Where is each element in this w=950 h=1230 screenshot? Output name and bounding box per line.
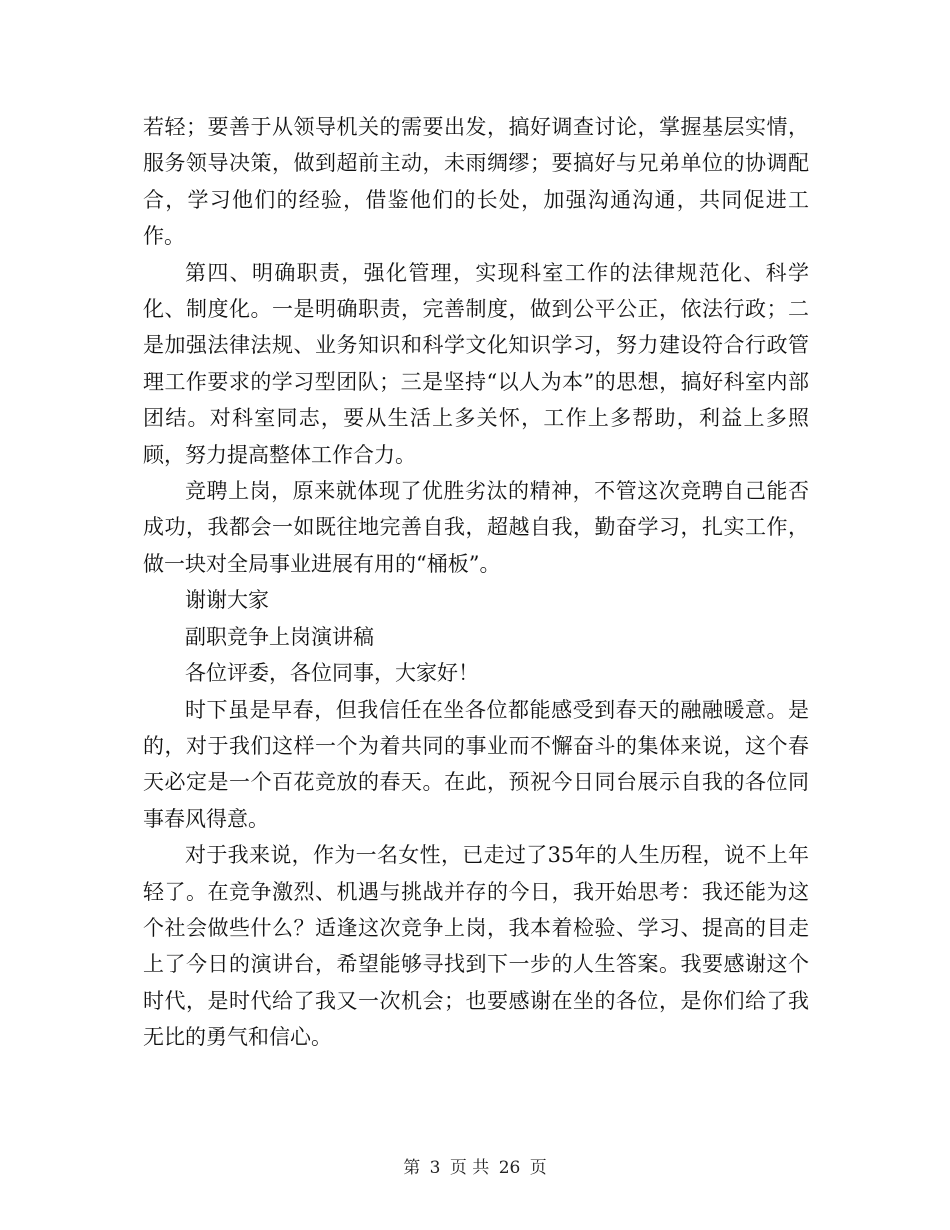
paragraph-1: 若轻；要善于从领导机关的需要出发，搞好调查讨论，掌握基层实情，服务领导决策，做到超前主动，未雨绸缪；要搞好与兄弟单位的协调配合，学习他们的经验，借鉴他们的长处，加强沟通沟通，共同促进工作。 (143, 115, 809, 249)
paragraph-2: 第四、明确职责，强化管理，实现科室工作的法律规范化、科学化、制度化。一是明确职责，完善制度，做到公平公正，依法行政；二是加强法律法规、业务知识和科学文化知识学习，努力建设符合行政管理工作要求的学习型团队；三是坚持“以人为本”的思想，搞好科室内部团结。对科室同志，要从生活上多关怀，工作上多帮助，利益上多照顾，努力提高整体工作合力。 (143, 260, 809, 467)
paragraph-6: 各位评委，各位同事，大家好！ (185, 661, 479, 686)
page-footer (0, 1153, 950, 1178)
paragraph-7: 时下虽是早春，但我信任在坐各位都能感受到春天的融融暖意。是的，对于我们这样一个为着共同的事业而不懈奋斗的集体来说，这个春天必定是一个百花竞放的春天。在此，预祝今日同台展示自我的各位同事春风得意。 (143, 697, 809, 831)
document-body (143, 109, 809, 1056)
paragraph-5: 副职竞争上岗演讲稿 (185, 624, 374, 649)
paragraph-3: 竞聘上岗，原来就体现了优胜劣汰的精神，不管这次竞聘自己能否成功，我都会一如既往地完善自我，超越自我，勤奋学习，扎实工作，做一块对全局事业进展有用的“桶板”。 (143, 479, 809, 576)
footer-prefix: 第 (403, 1158, 421, 1178)
footer-suffix: 页 (529, 1158, 547, 1178)
footer-middle: 页 共 (449, 1158, 490, 1178)
paragraph-8: 对于我来说，作为一名女性，已走过了35年的人生历程，说不上年轻了。在竞争激烈、机遇与挑战并存的今日，我开始思考：我还能为这个社会做些什么？适逢这次竞争上岗，我本着检验、学习、提高的目走上了今日的演讲台，希望能够寻找到下一步的人生答案。我要感谢这个时代，是时代给了我又一次机会；也要感谢在坐的各位，是你们给了我无比的勇气和信心。 (143, 843, 809, 1050)
footer-page-number: 3 (429, 1158, 441, 1178)
paragraph-4: 谢谢大家 (185, 588, 269, 613)
footer-total-pages: 26 (498, 1158, 521, 1178)
